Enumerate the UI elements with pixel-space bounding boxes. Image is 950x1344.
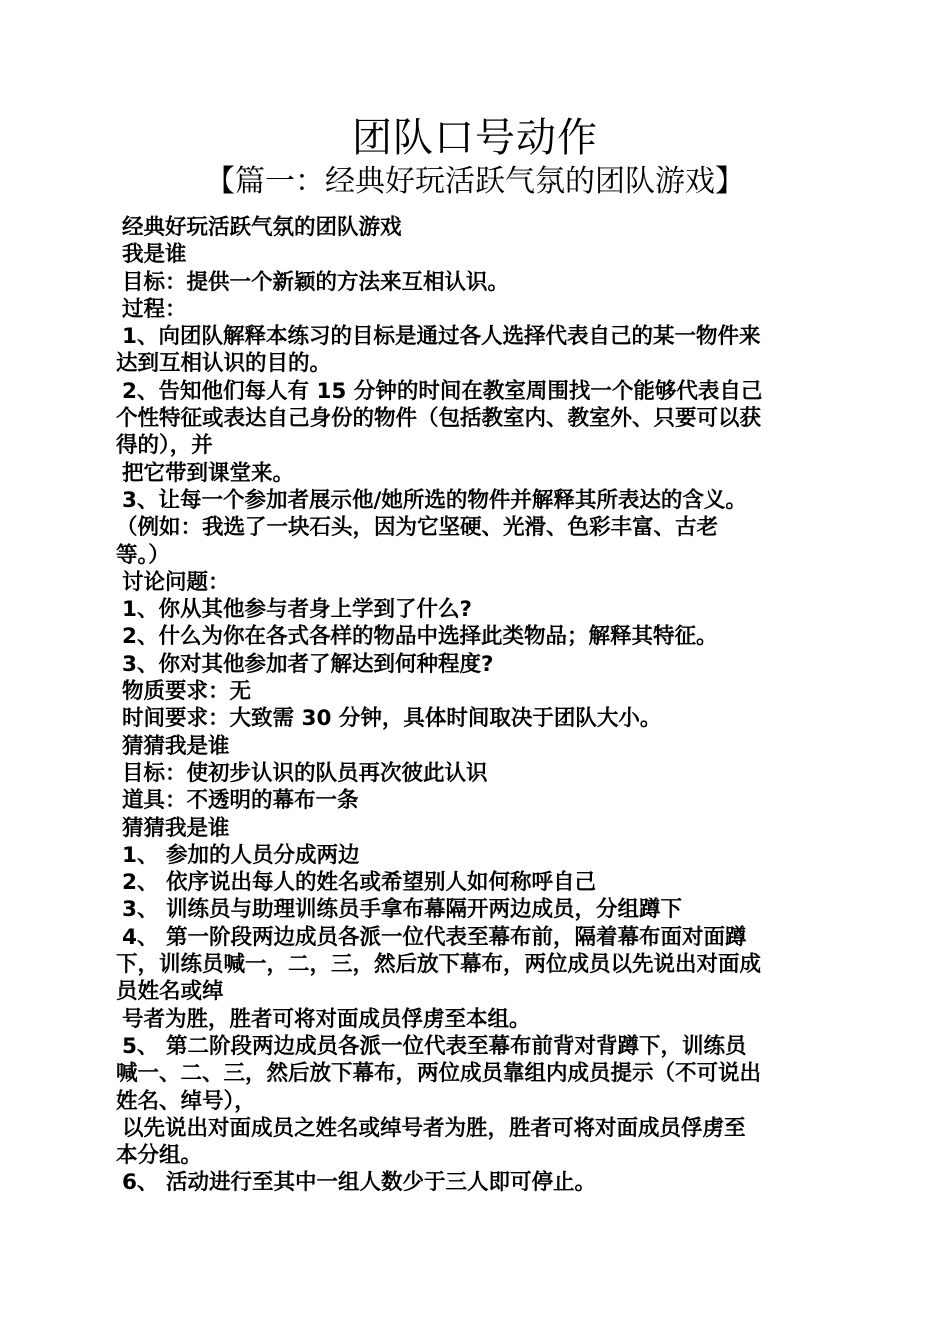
text-line: 喊一、二、三，然后放下幕布，两位成员靠组内成员提示（不可说出 — [116, 1061, 762, 1087]
text-line: 6、 活动进行至其中一组人数少于三人即可停止。 — [122, 1170, 596, 1196]
text-line: 员姓名或绰 — [116, 979, 224, 1005]
document-body — [116, 214, 846, 1197]
text-line: 目标：使初步认识的队员再次彼此认识 — [122, 760, 488, 786]
text-line: 个性特征或表达自己身份的物件（包括教室内、教室外、只要可以获 — [116, 406, 762, 432]
text-line: 2、 依序说出每人的姓名或希望别人如何称呼自己 — [122, 870, 596, 896]
text-line: 5、 第二阶段两边成员各派一位代表至幕布前背对背蹲下，训练员 — [122, 1033, 747, 1059]
text-line: 猜猜我是谁 — [122, 733, 230, 759]
text-line: 1、向团队解释本练习的目标是通过各人选择代表自己的某一物件来 — [122, 324, 761, 350]
text-line: 达到互相认识的目的。 — [116, 351, 332, 377]
text-line: 2、告知他们每人有 15 分钟的时间在教室周围找一个能够代表自己 — [122, 378, 763, 404]
text-line: 姓名、绰号）， — [116, 1088, 256, 1114]
text-line: 把它带到课堂来。 — [122, 460, 295, 486]
text-line: 得的），并 — [116, 433, 213, 459]
text-line: 猜猜我是谁 — [122, 815, 230, 841]
text-line: 物质要求：无 — [122, 679, 252, 705]
text-line: 3、 训练员与助理训练员手拿布幕隔开两边成员，分组蹲下 — [122, 897, 682, 923]
text-line: 我是谁 — [122, 242, 187, 268]
text-line: 等。） — [116, 542, 170, 568]
text-line: 过程： — [122, 296, 187, 322]
text-line: 经典好玩活跃气氛的团队游戏 — [122, 215, 402, 240]
page-title: 团队口号动作 — [352, 115, 598, 161]
text-line: 时间要求：大致需 30 分钟，具体时间取决于团队大小。 — [122, 706, 662, 732]
text-line: 目标：提供一个新颖的方法来互相认识。 — [122, 269, 510, 295]
text-line: 1、你从其他参与者身上学到了什么? — [122, 597, 472, 623]
text-line: 3、让每一个参加者展示他/她所选的物件并解释其所表达的含义。 — [122, 487, 747, 513]
text-line: 1、 参加的人员分成两边 — [122, 842, 360, 868]
text-line: 号者为胜，胜者可将对面成员俘虏至本组。 — [122, 1006, 531, 1032]
text-line: 下，训练员喊一，二，三，然后放下幕布，两位成员以先说出对面成 — [116, 952, 762, 978]
page-subtitle: 【篇一：经典好玩活跃气氛的团队游戏】 — [205, 164, 745, 199]
text-line: 道具：不透明的幕布一条 — [122, 788, 359, 814]
text-line: 2、什么为你在各式各样的物品中选择此类物品；解释其特征。 — [122, 624, 718, 650]
text-line: 本分组。 — [116, 1143, 203, 1169]
text-line: （例如：我选了一块石头，因为它坚硬、光滑、色彩丰富、古老 — [116, 515, 719, 541]
text-line: 以先说出对面成员之姓名或绰号者为胜，胜者可将对面成员俘虏至 — [122, 1115, 746, 1141]
text-line: 4、 第一阶段两边成员各派一位代表至幕布前，隔着幕布面对面蹲 — [122, 924, 747, 950]
text-line: 3、你对其他参加者了解达到何种程度? — [122, 651, 494, 677]
text-line: 讨论问题： — [122, 569, 230, 595]
